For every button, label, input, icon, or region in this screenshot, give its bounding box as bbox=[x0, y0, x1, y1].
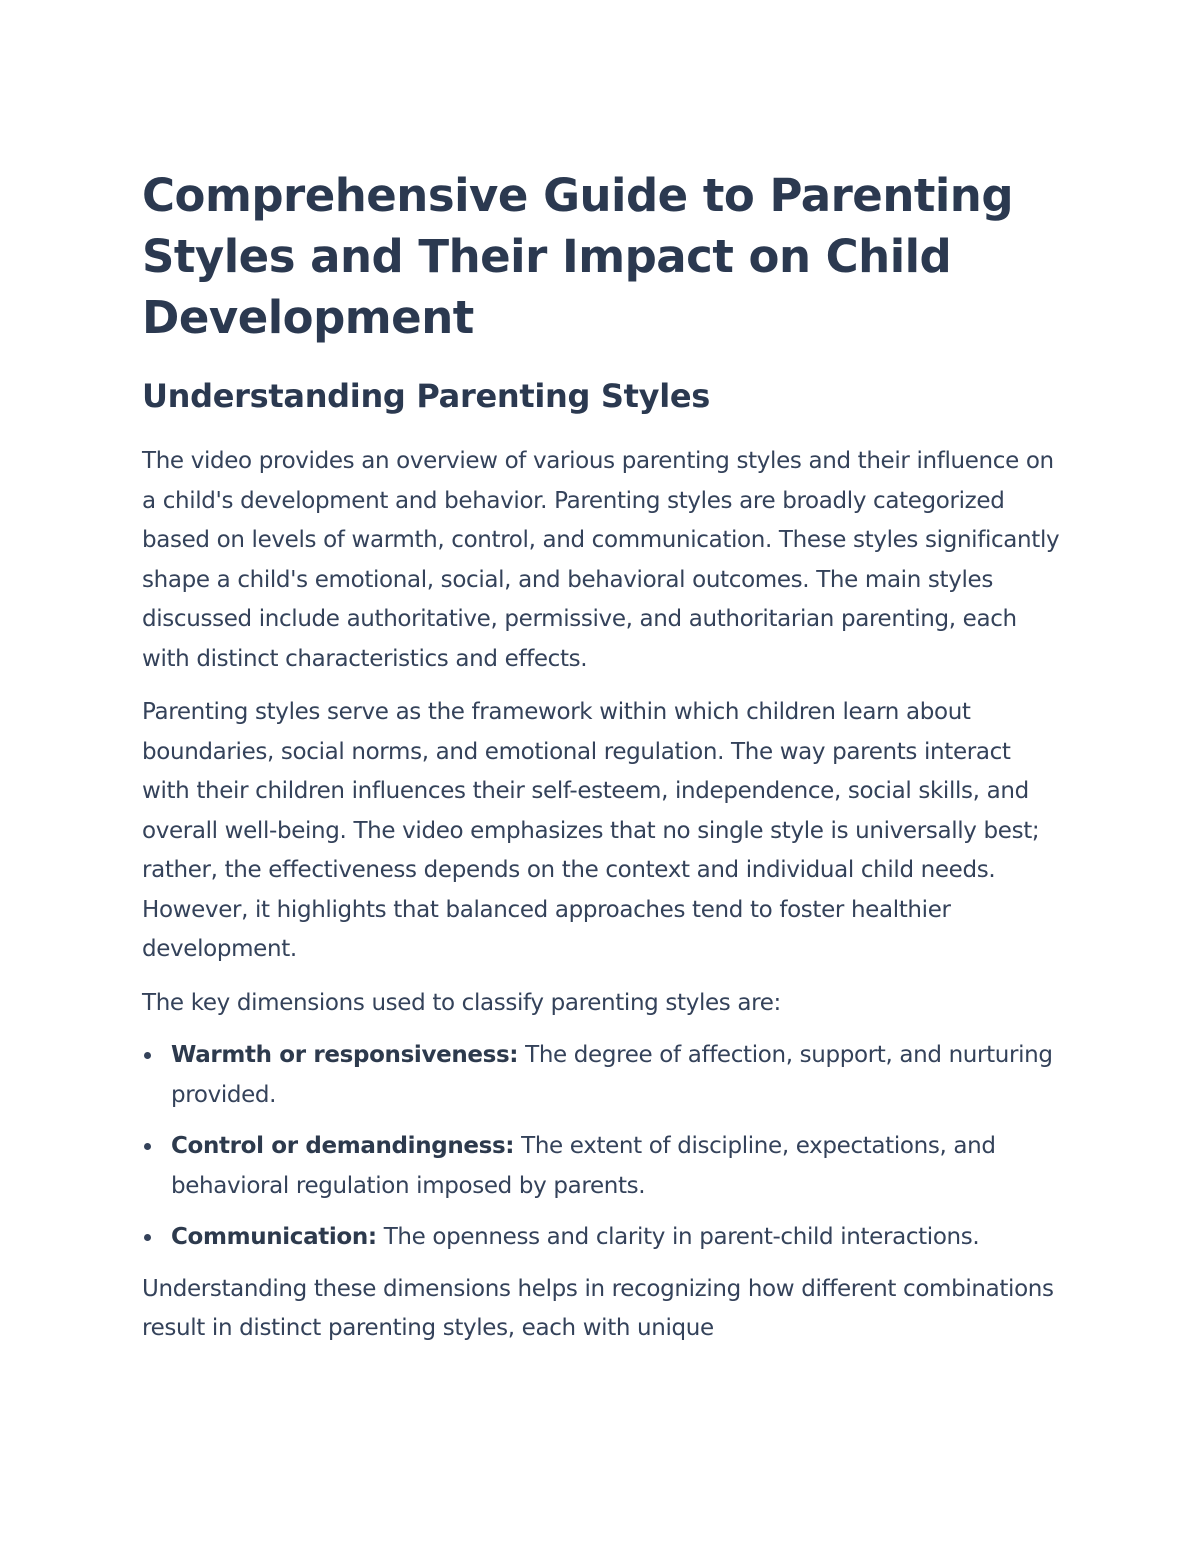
dimension-term: Communication: bbox=[171, 1224, 377, 1250]
bullet-icon bbox=[144, 1143, 151, 1150]
section-heading: Understanding Parenting Styles bbox=[142, 377, 711, 415]
dimensions-list bbox=[142, 1036, 1062, 1258]
dimension-term: Control or demandingness: bbox=[171, 1133, 515, 1159]
dimension-description: The openness and clarity in parent-child interactions. bbox=[376, 1224, 980, 1250]
paragraph-framework: Parenting styles serve as the framework within which children learn about boundaries, social norms, and emotional regulation. The way parents interact with their children influences their self-esteem, independence, social skills, and overall well-being. The video emphasizes that no single style is universally best; rather, the effectiveness depends on the context and individual child needs. However, it highlights that balanced approaches tend to foster healthier development. bbox=[142, 699, 1040, 962]
dimension-description: The extent of discipline, expectations, and behavioral regulation imposed by parents. bbox=[171, 1133, 996, 1199]
paragraph-key-dimensions-intro: The key dimensions used to classify parenting styles are: bbox=[142, 989, 781, 1016]
paragraph-overview: The video provides an overview of various parenting styles and their influence on a child's development and behavior. Parenting styles are broadly categorized based on levels of warmth, control, and communication. These styles significantly shape a child's emotional, social, and behavioral outcomes. The main styles discussed include authoritative, permissive, and authoritarian parenting, each with distinct characteristics and effects. bbox=[142, 448, 1060, 672]
paragraph-understanding: Understanding these dimensions helps in recognizing how different combinations result in distinct parenting styles, each with unique bbox=[142, 1275, 1054, 1341]
bullet-icon bbox=[144, 1234, 151, 1241]
list-item bbox=[142, 1218, 1062, 1258]
list-item bbox=[142, 1036, 1062, 1115]
list-item bbox=[142, 1127, 1062, 1206]
dimension-description: The degree of affection, support, and nurturing provided. bbox=[171, 1042, 1053, 1108]
document-title: Comprehensive Guide to Parenting Styles and Their Impact on Child Development bbox=[142, 169, 1014, 344]
document-page bbox=[142, 165, 1062, 1349]
dimension-term: Warmth or responsiveness: bbox=[171, 1042, 519, 1068]
bullet-icon bbox=[144, 1052, 151, 1059]
